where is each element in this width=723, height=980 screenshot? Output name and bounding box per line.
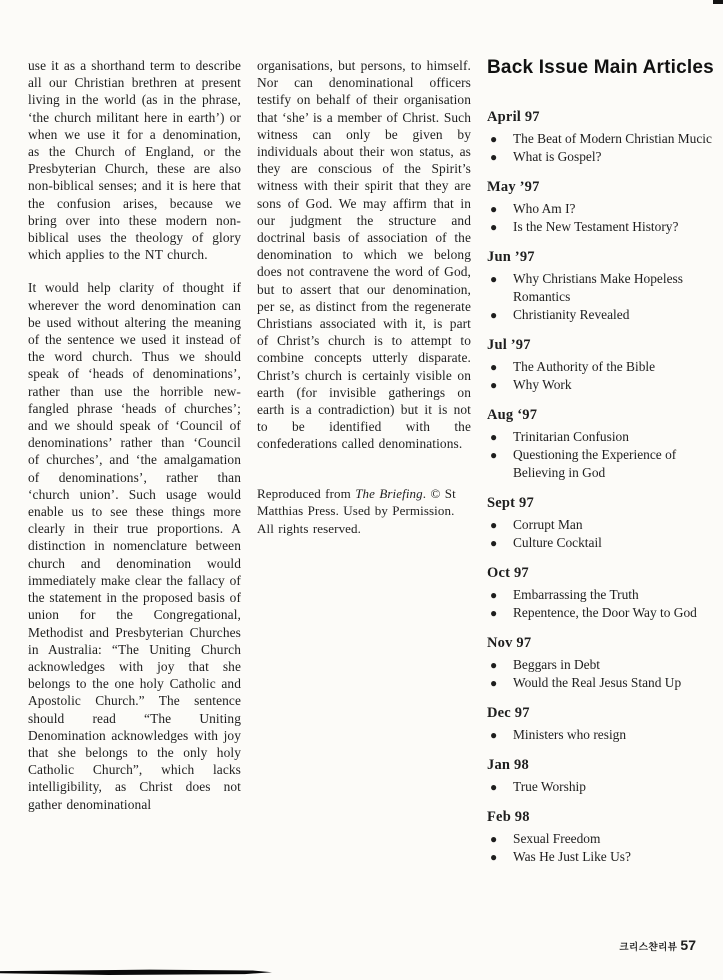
article-item [487, 848, 719, 866]
article-title: The Beat of Modern Christian Mucic [513, 131, 712, 146]
issue-month: Jun ’97 [487, 249, 535, 265]
article-column-1 [28, 57, 241, 829]
attribution-prefix: Reproduced from [257, 485, 356, 501]
issue-month: April 97 [487, 109, 540, 125]
bullet-icon: ● [490, 676, 498, 690]
article-title: Repentence, the Door Way to God [513, 605, 697, 620]
article-item [487, 270, 719, 306]
article-title: Is the New Testament History? [513, 219, 679, 234]
bullet-icon: ● [490, 780, 498, 794]
bullet-icon: ● [490, 220, 498, 234]
issue-section-nov-97 [487, 634, 719, 692]
article-title: Christianity Revealed [513, 307, 630, 322]
issue-month: Jan 98 [487, 757, 529, 773]
article-item [487, 516, 719, 534]
bullet-icon: ● [490, 536, 498, 550]
article-title: Would the Real Jesus Stand Up [513, 675, 682, 690]
bullet-icon: ● [490, 132, 498, 146]
article-paragraph: use it as a shorthand term to describe all our Christian brethren at present living in the world (as in the phrase, ‘the church militant here in earth’) or when we use it for a denomination, as the Church of England, or the Presbyterian Church, these are also non-biblical senses; and it is here that the confusion arises, because we bring over into these modern non-biblical uses the theology of glory which applies to the NT church. [28, 58, 241, 263]
bullet-icon: ● [490, 448, 498, 462]
issue-section-dec-97 [487, 704, 719, 744]
issue-section-may-97 [487, 178, 719, 236]
article-title: Trinitarian Confusion [513, 429, 629, 444]
issue-month: Nov 97 [487, 635, 532, 651]
magazine-name: 크리스챤리뷰 [619, 942, 678, 953]
article-item [487, 306, 719, 324]
issue-section-jun-97 [487, 248, 719, 324]
issue-month: Feb 98 [487, 809, 530, 825]
issue-section-aug-97 [487, 406, 719, 482]
issue-month: Dec 97 [487, 705, 530, 721]
bullet-icon: ● [490, 850, 498, 864]
article-title: Culture Cocktail [513, 535, 602, 550]
back-issues-sidebar [487, 57, 719, 878]
article-item [487, 604, 719, 622]
sidebar-heading: Back Issue Main Articles [487, 57, 714, 78]
scan-artifact-corner-mark [713, 0, 723, 4]
bullet-icon: ● [490, 832, 498, 846]
attribution-suffix: . © St Matthias Press. Used by Permission. All rights reserved. [257, 485, 456, 536]
article-item [487, 586, 719, 604]
bullet-icon: ● [490, 308, 498, 322]
bullet-icon: ● [490, 378, 498, 392]
page-footer [619, 937, 696, 955]
bullet-icon: ● [490, 658, 498, 672]
issue-month: Oct 97 [487, 565, 529, 581]
article-title: Who Am I? [513, 201, 576, 216]
article-item [487, 130, 719, 148]
issue-section-sept-97 [487, 494, 719, 552]
bullet-icon: ● [490, 518, 498, 532]
attribution-note [257, 485, 457, 538]
bullet-icon: ● [490, 588, 498, 602]
issue-month: Sept 97 [487, 495, 534, 511]
issue-section-jan-98 [487, 756, 719, 796]
article-title: What is Gospel? [513, 149, 602, 164]
article-title: Corrupt Man [513, 517, 583, 532]
attribution-source-title: The Briefing [355, 485, 423, 501]
scan-artifact-line [0, 969, 272, 975]
bullet-icon: ● [490, 728, 498, 742]
issue-section-oct-97 [487, 564, 719, 622]
article-item [487, 358, 719, 376]
bullet-icon: ● [490, 272, 498, 286]
article-item [487, 656, 719, 674]
article-title: The Authority of the Bible [513, 359, 656, 374]
article-column-2 [257, 57, 471, 537]
article-title: Beggars in Debt [513, 657, 601, 672]
issue-month: May ’97 [487, 179, 540, 195]
page-number: 57 [680, 937, 696, 953]
article-item [487, 376, 719, 394]
article-title: Sexual Freedom [513, 831, 601, 846]
article-title: Embarrassing the Truth [513, 587, 639, 602]
issue-section-april-97 [487, 108, 719, 166]
article-item [487, 200, 719, 218]
issue-month: Jul ’97 [487, 337, 531, 353]
article-paragraph: It would help clarity of thought if wherever the word denomination can be used without altering the meaning of the sentence we used it instead of the word church. Thus we should speak of ‘heads of denominations’, rather than use the horrible new-fangled phrase ‘heads of churches’; and we should speak of ‘Council of denominations’ rather than ‘Council of churches’, and ‘the amalgamation of denominations’, rather than ‘church union’. Such usage would enable us to see these things more clearly in their true proportions. A distinction in nomenclature between church and denomination would immediately make clear the fallacy of the statement in the proposed basis of union for the Congregational, Methodist and Presbyterian Churches in Australia: “The Uniting Church acknowledges with joy that she belongs to the one holy Catholic and Apostolic Church.” The sentence should read “The Uniting Denomination acknowledges with joy that she belongs to the only holy Catholic Church”, which lacks intelligibility, as Christ does not gather denominational [28, 280, 241, 812]
article-title: Ministers who resign [513, 727, 627, 742]
article-item [487, 218, 719, 236]
issue-section-jul-97 [487, 336, 719, 394]
bullet-icon: ● [490, 360, 498, 374]
article-item [487, 446, 719, 482]
article-title: Why Work [513, 377, 572, 392]
article-item [487, 726, 719, 744]
article-item [487, 148, 719, 166]
issue-section-feb-98 [487, 808, 719, 866]
bullet-icon: ● [490, 606, 498, 620]
bullet-icon: ● [490, 430, 498, 444]
issue-month: Aug ‘97 [487, 407, 538, 423]
article-paragraph: organisations, but persons, to himself. Nor can denominational officers testify on behalf of their organisation that ‘she’ is a member of Christ. Such witness can only be given by individuals about their won status, as they are conscious of the Spirit’s witness with their spirit that they are sons of God. We may affirm that in our judgment the structure and doctrinal basis of association of the denomination to which we belong does not contravene the word of God, but to assert that our denomination, per se, as distinct from the regenerate Christians associated with it, is part of Christ’s church is to attempt to combine concepts utterly disparate. Christ’s church is certainly visible on earth (for invisible gatherings on earth is a contradiction) but it is not to be identified with the confederations called denominations. [257, 58, 471, 452]
bullet-icon: ● [490, 202, 498, 216]
article-item [487, 534, 719, 552]
article-item [487, 674, 719, 692]
bullet-icon: ● [490, 150, 498, 164]
article-item [487, 778, 719, 796]
article-item [487, 428, 719, 446]
article-item [487, 830, 719, 848]
article-title: True Worship [513, 779, 586, 794]
article-title: Why Christians Make Hopeless Romantics [513, 271, 683, 304]
article-title: Questioning the Experience of Believing in God [513, 447, 677, 480]
article-title: Was He Just Like Us? [513, 849, 631, 864]
